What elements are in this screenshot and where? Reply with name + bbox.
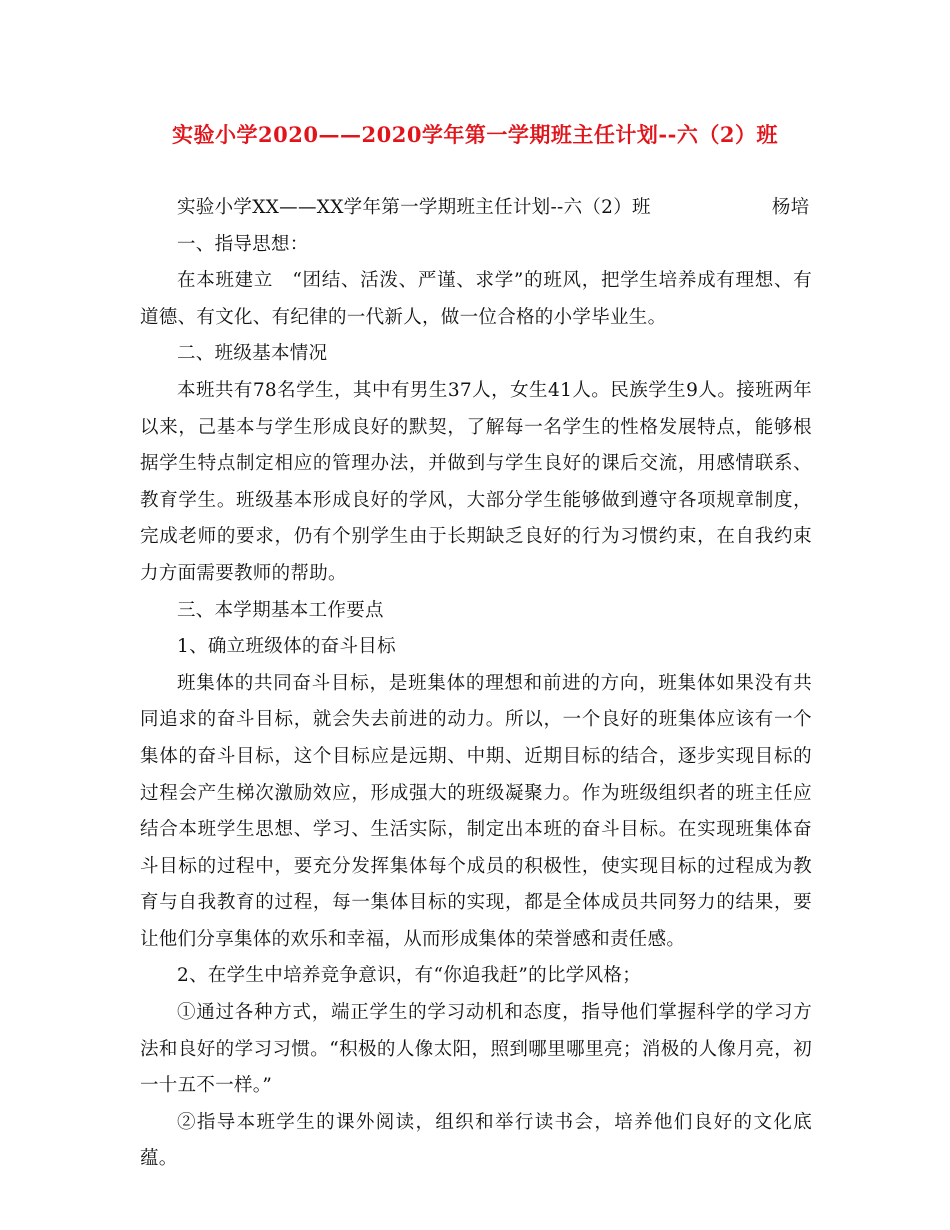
section-heading: 二、班级基本情况 bbox=[177, 343, 328, 365]
document-subtitle: 实验小学XX——XX学年第一学期班主任计划--六（2）班 bbox=[177, 197, 651, 218]
document-author: 杨培 bbox=[771, 197, 810, 218]
paragraph: 班集体的共同奋斗目标，是班集体的理想和前进的方向，班集体如果没有共同追求的奋斗目标，就会失去前进的动力。所以，一个良好的班集体应该有一个集体的奋斗目标，这个目标应是远期、中期、近期目标的结合，逐步实现目标的过程会产生梯次激励效应，形成强大的班级凝聚力。作为班级组织者的班主任应结合本班学生思想、学习、生活实际，制定出本班的奋斗目标。在实现班集体奋斗目标的过程中，要充分发挥集体每个成员的积极性，使实现目标的过程成为教育与自我教育的过程，每一集体目标的实现，都是全体成员共同努力的结果，要让他们分享集体的欢乐和幸福，从而形成集体的荣誉感和责任感。 bbox=[140, 672, 812, 950]
document-title: 实验小学2020——2020学年第一学期班主任计划--六（2）班 bbox=[172, 122, 778, 147]
paragraph: 在本班建立 “团结、活泼、严谨、求学”的班风，把学生培养成有理想、有道德、有文化、有纪律的一代新人，做一位合格的小学毕业生。 bbox=[140, 270, 812, 328]
subsection-heading: 2、在学生中培养竞争意识，有“你追我赶”的比学风格； bbox=[177, 965, 641, 987]
section-heading: 三、本学期基本工作要点 bbox=[177, 599, 384, 621]
subsection-heading: 1、确立班级体的奋斗目标 bbox=[177, 636, 396, 658]
paragraph: ①通过各种方式，端正学生的学习动机和态度，指导他们掌握科学的学习方法和良好的学习习惯。“积极的人像太阳，照到哪里哪里亮；消极的人像月亮，初一十五不一样。” bbox=[140, 1002, 812, 1097]
subtitle-line bbox=[140, 190, 812, 227]
paragraph: 本班共有78名学生，其中有男生37人，女生41人。民族学生9人。接班两年以来，己基本与学生形成良好的默契，了解每一名学生的性格发展特点，能够根据学生特点制定相应的管理办法，并做到与学生良好的课后交流，用感情联系、教育学生。班级基本形成良好的学风，大部分学生能够做到遵守各项规章制度，完成老师的要求，仍有个别学生由于长期缺乏良好的行为习惯约束，在自我约束力方面需要教师的帮助。 bbox=[140, 379, 812, 584]
document-body bbox=[140, 190, 812, 1178]
section-heading: 一、指导思想： bbox=[177, 233, 309, 255]
paragraph: ②指导本班学生的课外阅读，组织和举行读书会，培养他们良好的文化底蕴。 bbox=[140, 1111, 812, 1170]
